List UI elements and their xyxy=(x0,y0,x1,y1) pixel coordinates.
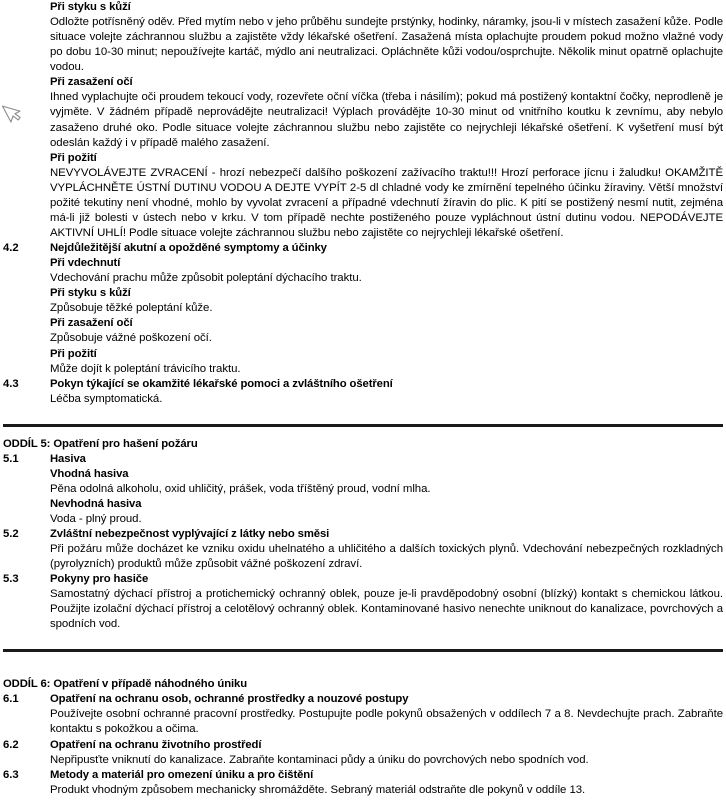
paragraph-eyes: Způsobuje vážné poškození očí. xyxy=(50,332,212,345)
item-5-3 xyxy=(3,572,723,632)
item-title-4-2: Nejdůležitější akutní a opožděné symptomy a účinky xyxy=(50,242,327,255)
document-body xyxy=(3,0,723,798)
paragraph-skin: Způsobuje těžké poleptání kůže. xyxy=(50,302,213,315)
item-number-5-3: 5.3 xyxy=(3,573,19,586)
item-number-4-3: 4.3 xyxy=(3,377,19,390)
spacer xyxy=(3,427,723,437)
subheading-skin: Při styku s kůží xyxy=(50,287,131,300)
subheading-inhalation: Při vdechnutí xyxy=(50,257,121,270)
paragraph-6-1: Používejte osobní ochranné pracovní prostředky. Postupujte podle pokynů obsažených v oddílech 7 a 8. Nevdechujte prach. Zabraňte kontaktu s pokožkou a očima. xyxy=(50,708,723,736)
item-title-6-3: Metody a materiál pro omezení úniku a pro čištění xyxy=(50,768,314,781)
paragraph-eye-contact: Ihned vyplachujte oči proudem tekoucí vody, rozevřete oční víčka (třeba i násilím); pokud má postižený kontaktní čočky, neprodleně je vyjměte. V žádném případě neprovádějte neutralizaci! Výplach provádějte 10-30 minut od vnitřního koutku k zevnímu, aby nebylo zasaženo druhé oko. Podle situace volejte záchrannou službu nebo zajistěte co nejrychleji lékařské ošetření. K vyšetření musí být odeslán každý i v případě malého zasažení. xyxy=(50,91,723,149)
subheading-skin-contact: Při styku s kůží xyxy=(50,1,131,13)
item-title-5-3: Pokyny pro hasiče xyxy=(50,573,149,586)
item-4-2 xyxy=(3,241,723,376)
paragraph-inhalation: Vdechování prachu může způsobit poleptání dýchacího traktu. xyxy=(50,272,362,285)
item-number-5-1: 5.1 xyxy=(3,452,19,465)
paragraph-5-3: Samostatný dýchací přístroj a protichemický ochranný oblek, pouze je-li pravděpodobný osobní (blízký) kontakt s chemickou látkou. Použijte izolační dýchací přístroj a celotělový ochranný oblek. Kontaminované hasivo nenechte uniknout do kanalizace, povrchových a spodních vod. xyxy=(50,588,723,631)
spacer xyxy=(3,407,723,424)
paragraph-4-3: Léčba symptomatická. xyxy=(50,392,163,405)
paragraph-6-3: Produkt vhodným způsobem mechanicky shromážděte. Sebraný materiál odstraňte dle pokynů v oddíle 13. xyxy=(50,783,586,796)
paragraph-6-2: Nepřipusťte vniknutí do kanalizace. Zabraňte kontaminaci půdy a úniku do povrchových nebo spodních vod. xyxy=(50,753,589,766)
item-number-6-2: 6.2 xyxy=(3,738,19,751)
item-title-5-2: Zvláštní nebezpečnost vyplývající z látky nebo směsi xyxy=(50,527,330,540)
section-heading-6: ODDÍL 6: Opatření v případě náhodného úniku xyxy=(3,678,248,691)
paragraph-skin-contact: Odložte potřísněný oděv. Před mytím nebo v jeho průběhu sundejte prstýnky, hodinky, náramky, jsou-li v místech zasažení kůže. Podle situace volejte záchrannou službu a zajistěte vždy lékařské ošetření. Zasažená místa oplachujte proudem pokud možno vlažné vody po dobu 10-30 minut; nepoužívejte kartáč, mýdlo ani neutralizaci. Opláchněte kůži vodou/osprchujte. Několik minut opatrně oplachujte vodou. xyxy=(50,16,723,74)
paragraph-unsuitable-extinguishing: Voda - plný proud. xyxy=(50,512,142,525)
subsection-ingestion xyxy=(3,151,723,241)
subsection-skin-contact xyxy=(3,0,723,75)
item-number-5-2: 5.2 xyxy=(3,527,19,540)
item-title-6-1: Opatření na ochranu osob, ochranné prostředky a nouzové postupy xyxy=(50,693,409,706)
paragraph-5-2: Při požáru může docházet ke vzniku oxidu uhelnatého a uhličitého a dalších toxických plynů. Vdechování nebezpečných rozkladných (pyrolyzních) produktů může způsobit vážné poškození zdraví. xyxy=(50,542,723,570)
item-title-4-3: Pokyn týkající se okamžité lékařské pomoci a zvláštního ošetření xyxy=(50,377,393,390)
subheading-suitable-extinguishing: Vhodná hasiva xyxy=(50,467,129,480)
subsection-eye-contact xyxy=(3,75,723,150)
item-title-5-1: Hasiva xyxy=(50,452,86,465)
item-4-3 xyxy=(3,377,723,407)
item-6-3 xyxy=(3,768,723,798)
item-5-1 xyxy=(3,452,723,527)
paragraph-ingestion-symptoms: Může dojít k poleptání trávicího traktu. xyxy=(50,362,241,375)
subheading-ingestion: Při požití xyxy=(50,151,97,164)
item-number-6-1: 6.1 xyxy=(3,693,19,706)
item-number-4-2: 4.2 xyxy=(3,242,19,255)
paragraph-ingestion: NEVYVOLÁVEJTE ZVRACENÍ - hrozí nebezpečí dalšího poškození zažívacího traktu!!! Hrozí perforace jícnu i žaludku! OKAMŽITĚ VYPLÁCHNĚTE ÚSTNÍ DUTINU VODOU A DEJTE VYPÍT 2-5 dl chladné vody ke zmírnění tepelného účinku žíraviny. Větší množství požité tekutiny není vhodné, mohlo by vyvolat zvracení a případné vdechnutí žíravin do plic. K pití se postižený nesmí nutit, zejména má-li již bolesti v ústech nebo v krku. V tom případě nechte postiženého pouze vypláchnout ústní dutinu vodou. NEPODÁVEJTE AKTIVNÍ UHLÍ! Podle situace volejte záchrannou službu nebo zajistěte co nejrychleji lékařské ošetření. xyxy=(50,166,723,240)
spacer xyxy=(3,632,723,649)
spacer xyxy=(3,652,723,677)
section-heading-5: ODDÍL 5: Opatření pro hašení požáru xyxy=(3,437,198,450)
subheading-unsuitable-extinguishing: Nevhodná hasiva xyxy=(50,497,142,510)
subheading-eye-contact: Při zasažení očí xyxy=(50,76,133,89)
item-title-6-2: Opatření na ochranu životního prostředí xyxy=(50,738,262,751)
item-number-6-3: 6.3 xyxy=(3,768,19,781)
subheading-ingestion-symptoms: Při požití xyxy=(50,347,97,360)
subheading-eyes: Při zasažení očí xyxy=(50,317,133,330)
paragraph-suitable-extinguishing: Pěna odolná alkoholu, oxid uhličitý, prášek, voda tříštěný proud, vodní mlha. xyxy=(50,482,431,495)
item-5-2 xyxy=(3,527,723,572)
item-6-1 xyxy=(3,692,723,737)
item-6-2 xyxy=(3,738,723,768)
